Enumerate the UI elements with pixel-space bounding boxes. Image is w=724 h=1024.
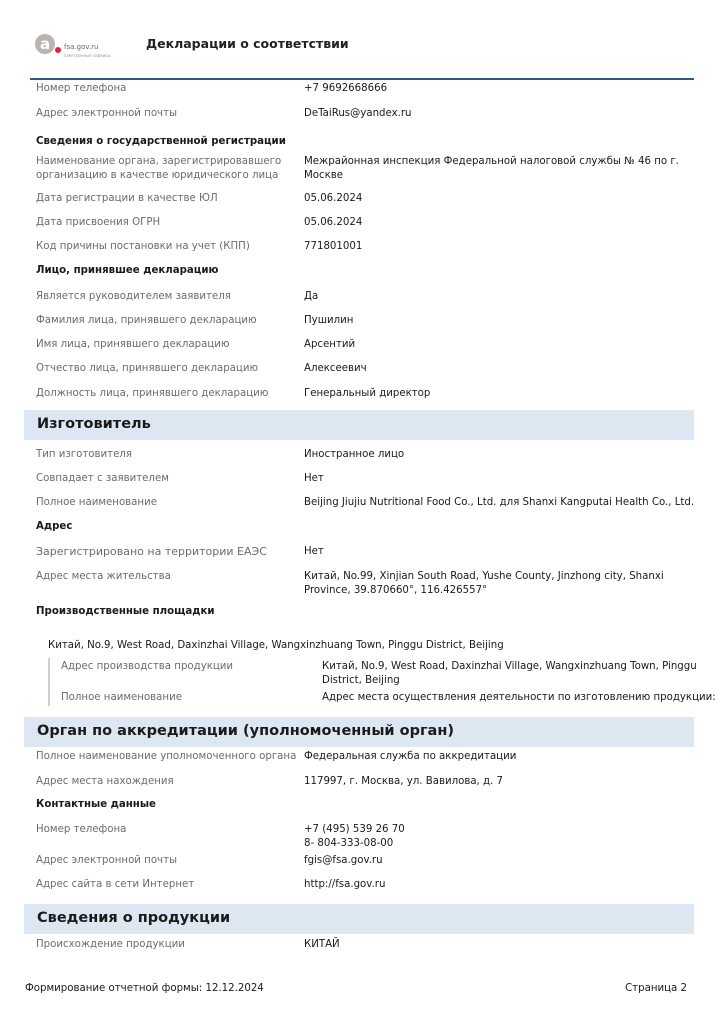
accreditation-name-label: Полное наименование уполномоченного органа (36, 751, 297, 762)
eaeu-value: Нет (304, 546, 324, 557)
manufacturer-section-header (24, 410, 694, 440)
email-label: Адрес электронной почты (36, 108, 178, 119)
is-head-label: Является руководителем заявителя (36, 291, 231, 302)
accreditation-section-title: Орган по аккредитации (уполномоченный орган) (37, 723, 454, 739)
production-site-title: Китай, No.9, West Road, Daxinzhai Village, Wangxinzhuang Town, Pinggu District, Beijing (48, 640, 504, 651)
site-name-value: Адрес места осуществления деятельности по изготовлению продукции: (322, 692, 716, 703)
reg-date-label: Дата регистрации в качестве ЮЛ (36, 193, 218, 204)
production-sites-heading: Производственные площадки (36, 606, 215, 617)
report-generated-date: Формирование отчетной формы: 12.12.2024 (25, 983, 264, 994)
accreditation-phone-label: Номер телефона (36, 824, 127, 835)
email-value: DeTaiRus@yandex.ru (304, 108, 412, 119)
accreditation-email-label: Адрес электронной почты (36, 855, 178, 866)
site-address-label: Адрес производства продукции (61, 661, 234, 672)
site-address-value-line1: Китай, No.9, West Road, Daxinzhai Village, Wangxinzhuang Town, Pinggu (322, 661, 697, 672)
fsa-logo (34, 33, 124, 65)
logo-subtext: электронные сервисы (64, 53, 111, 58)
page-title: Декларации о соответствии (146, 36, 349, 51)
site-address-value-line2: District, Beijing (322, 675, 400, 686)
manufacturer-type-label: Тип изготовителя (36, 449, 133, 460)
accreditation-section-header (24, 717, 694, 747)
residence-value-line1: Китай, No.99, Xinjian South Road, Yushe County, Jinzhong city, Shanxi (304, 571, 664, 582)
manufacturer-section-title: Изготовитель (37, 416, 151, 432)
contacts-heading: Контактные данные (36, 799, 156, 810)
patronymic-value: Алексеевич (304, 363, 367, 374)
residence-value-line2: Province, 39.870660°, 116.426557° (304, 585, 488, 596)
accreditation-phone-value-line1: +7 (495) 539 26 70 (304, 824, 405, 835)
accreditation-address-label: Адрес места нахождения (36, 776, 174, 787)
accreditation-address-value: 117997, г. Москва, ул. Вавилова, д. 7 (304, 776, 504, 787)
phone-label: Номер телефона (36, 83, 127, 94)
residence-label: Адрес места жительства (36, 571, 171, 582)
ogrn-date-label: Дата присвоения ОГРН (36, 217, 161, 228)
header-divider (30, 78, 694, 80)
authority-label-line1: Наименование органа, зарегистрировавшего (36, 156, 282, 167)
accreditation-phone-value-line2: 8- 804-333-08-00 (304, 838, 394, 849)
position-value: Генеральный директор (304, 388, 431, 399)
phone-value: +7 9692668666 (304, 83, 388, 94)
first-name-value: Арсентий (304, 339, 356, 350)
patronymic-label: Отчество лица, принявшего декларацию (36, 363, 259, 374)
manufacturer-name-label: Полное наименование (36, 497, 157, 508)
accreditation-site-value: http://fsa.gov.ru (304, 879, 386, 890)
manufacturer-type-value: Иностранное лицо (304, 449, 405, 460)
authority-value-line1: Межрайонная инспекция Федеральной налоговой службы № 46 по г. (304, 156, 679, 167)
kpp-label: Код причины постановки на учет (КПП) (36, 241, 250, 252)
authority-value-line2: Москве (304, 170, 344, 181)
address-heading: Адрес (36, 521, 73, 532)
product-section-header (24, 904, 694, 934)
surname-label: Фамилия лица, принявшего декларацию (36, 315, 257, 326)
site-name-label: Полное наименование (61, 692, 182, 703)
declarant-heading: Лицо, принявшее декларацию (36, 265, 219, 276)
is-head-value: Да (304, 291, 319, 302)
position-label: Должность лица, принявшего декларацию (36, 388, 269, 399)
ogrn-date-value: 05.06.2024 (304, 217, 363, 228)
accreditation-name-value: Федеральная служба по аккредитации (304, 751, 517, 762)
svg-text:a: a (39, 35, 51, 53)
state-registration-heading: Сведения о государственной регистрации (36, 136, 286, 147)
reg-date-value: 05.06.2024 (304, 193, 363, 204)
same-as-applicant-label: Совпадает с заявителем (36, 473, 169, 484)
product-section-title: Сведения о продукции (37, 910, 231, 926)
accreditation-email-value: fgis@fsa.gov.ru (304, 855, 383, 866)
authority-label-line2: организацию в качестве юридического лица (36, 170, 279, 181)
fsa-logo-icon (34, 33, 56, 55)
eaeu-label: Зарегистрировано на территории ЕАЭС (36, 545, 267, 558)
kpp-value: 771801001 (304, 241, 363, 252)
surname-value: Пушилин (304, 315, 354, 326)
page-header (0, 0, 724, 80)
logo-text: fsa.gov.ru (64, 43, 99, 51)
manufacturer-name-value: Beijing Jiujiu Nutritional Food Co., Ltd. для Shanxi Kangputai Health Co., Ltd. (304, 497, 695, 508)
logo-dot-icon (55, 47, 61, 53)
same-as-applicant-value: Нет (304, 473, 324, 484)
origin-label: Происхождение продукции (36, 939, 185, 950)
page-number: Страница 2 (625, 983, 687, 994)
origin-value: КИТАЙ (304, 939, 340, 950)
accreditation-site-label: Адрес сайта в сети Интернет (36, 879, 195, 890)
production-site-divider (48, 658, 50, 706)
first-name-label: Имя лица, принявшего декларацию (36, 339, 230, 350)
